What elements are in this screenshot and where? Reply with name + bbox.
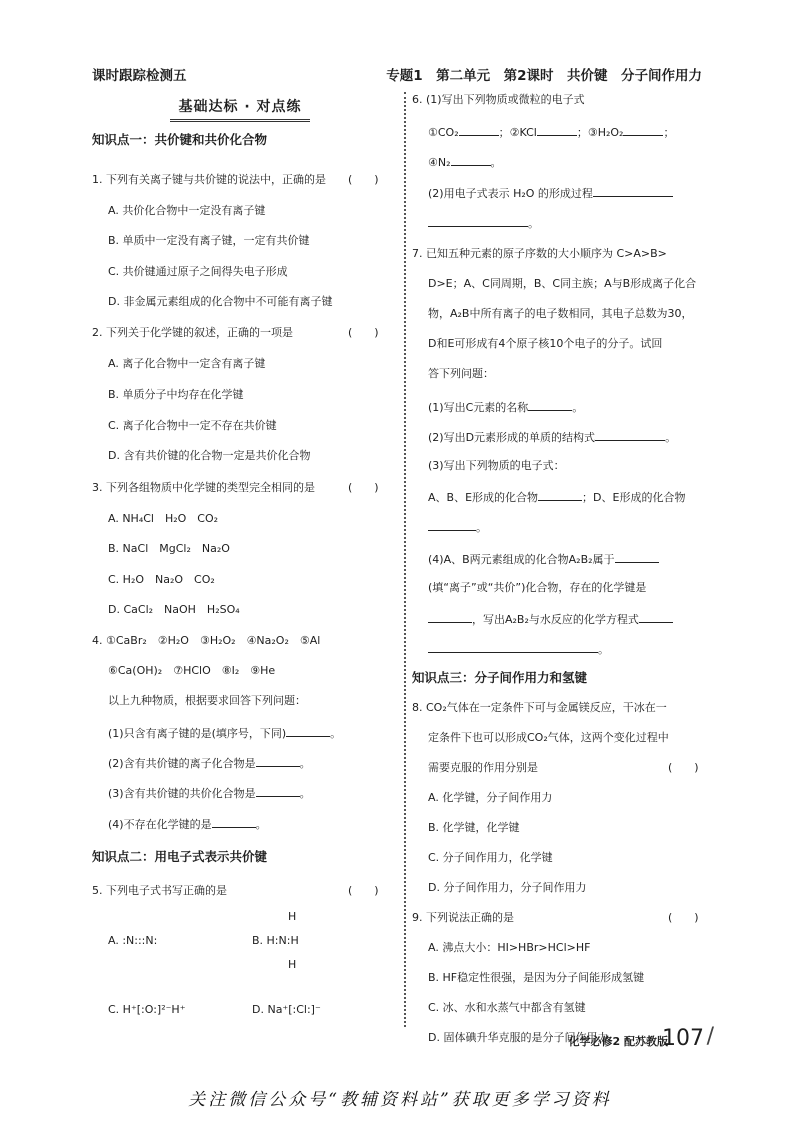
q7-sub1-blank[interactable] [528,398,572,411]
q7-sub4-line3 [428,610,673,628]
q7-sub3b-blank[interactable] [428,518,476,531]
q4-instruction: 以上九种物质，根据要求回答下列问题： [108,694,306,707]
q8-option-a[interactable]: A. 化学键，分子间作用力 [428,791,553,804]
q7-sub3-end: 。 [476,521,487,534]
q7-line2: D>E；A、C同周期，B、C同主族；A与B形成离子化合 [428,277,697,290]
q9-answer-paren[interactable]: ( ) [668,911,699,924]
q7-sub4c-blank[interactable] [639,610,673,623]
q5-stem: 5. 下列电子式书写正确的是 [92,884,227,897]
knowledge-point-3: 知识点三：分子间作用力和氢键 [412,670,588,685]
q7-sub3a: A、B、E形成的化合物 [428,491,539,504]
q3-option-b[interactable]: B. NaCl MgCl₂ Na₂O [108,542,230,555]
q9-option-a[interactable]: A. 沸点大小：HI>HBr>HCl>HF [428,941,591,954]
q7-sub3-items [428,488,685,506]
q6-sub2 [428,184,673,202]
page-number: 107 [662,1026,704,1051]
q3-option-c[interactable]: C. H₂O Na₂O CO₂ [108,573,215,586]
q9-stem: 9. 下列说法正确的是 [412,911,514,924]
q7-sub1-text: (1)写出C元素的名称 [428,401,529,414]
q2-stem: 2. 下列关于化学键的叙述，正确的一项是 [92,326,293,339]
q1-option-d[interactable]: D. 非金属元素组成的化合物中不可能有离子键 [108,295,333,308]
q6-item1: ①CO₂ [428,126,459,139]
column-divider [404,92,406,1027]
q2-option-b[interactable]: B. 单质分子中均存在化学键 [108,388,244,401]
q7-sub3b: ；D、E形成的化合物 [582,491,686,504]
q6-sub2-blank2[interactable] [428,214,528,227]
q4-sub3-blank[interactable] [256,784,300,797]
q7-sub4b-blank[interactable] [428,610,472,623]
q7-sub4-end: 。 [598,643,609,656]
q7-sub3a-blank[interactable] [538,488,582,501]
q8-option-c[interactable]: C. 分子间作用力，化学键 [428,851,553,864]
q2-option-c[interactable]: C. 离子化合物中一定不存在共价键 [108,419,277,432]
q6-sub2-text: (2)用电子式表示 H₂O 的形成过程 [428,187,593,200]
q4-sub3-text: (3)含有共价键的共价化合物是 [108,787,256,800]
q7-sub4a: (4)A、B两元素组成的化合物A₂B₂属于 [428,553,615,566]
q4-sub4-text: (4)不存在化学键的是 [108,818,212,831]
q6-item1-blank[interactable] [459,123,499,136]
q2-option-a[interactable]: A. 离子化合物中一定含有离子键 [108,357,266,370]
knowledge-point-2: 知识点二：用电子式表示共价键 [92,849,268,864]
q5-option-c[interactable]: C. H⁺[:O:]²⁻H⁺ [108,1003,186,1016]
q1-option-c[interactable]: C. 共价键通过原子之间得失电子形成 [108,265,288,278]
q6-item3-blank[interactable] [623,123,663,136]
q6-sub2-end: 。 [528,217,539,230]
q6-sub2-cont [428,214,539,232]
q7-sub4-line1 [428,550,659,568]
q4-sub2-end: 。 [299,757,311,770]
q6-item4-blank[interactable] [451,153,491,166]
q4-substances-line2: ⑥Ca(OH)₂ ⑦HClO ⑧I₂ ⑨He [108,664,276,677]
q7-sub3-cont [428,518,487,536]
q3-answer-paren[interactable]: ( ) [348,481,379,494]
q3-option-a[interactable]: A. NH₄Cl H₂O CO₂ [108,512,219,525]
q5-option-a[interactable]: A. :N:::N: [108,934,158,947]
promo-footer: 关注微信公众号“教辅资料站”获取更多学习资料 [188,1090,612,1110]
q8-option-b[interactable]: B. 化学键，化学键 [428,821,520,834]
q7-sub3: (3)写出下列物质的电子式： [428,459,565,472]
q6-sub2-blank[interactable] [593,184,673,197]
q8-line2: 定条件下也可以形成CO₂气体，这两个变化过程中 [428,731,669,744]
q4-sub3 [108,784,311,802]
q1-option-a[interactable]: A. 共价化合物中一定没有离子键 [108,204,266,217]
q9-option-d[interactable]: D. 固体碘升华克服的是分子间作用力 [428,1031,609,1044]
q4-sub2-text: (2)含有共价键的离子化合物是 [108,757,256,770]
q5-answer-paren[interactable]: ( ) [348,884,379,897]
q4-sub1 [108,724,341,742]
q4-sub2 [108,754,311,772]
section-banner: 基础达标 · 对点练 [170,96,310,122]
q7-sub2-blank[interactable] [595,428,665,441]
q7-sub4-line2: (填“离子”或“共价”)化合物，存在的化学键是 [428,581,647,594]
q6-semicolon: ； [663,126,675,139]
q3-stem: 3. 下列各组物质中化学键的类型完全相同的是 [92,481,315,494]
q9-option-c[interactable]: C. 冰、水和水蒸气中都含有氢键 [428,1001,586,1014]
q7-sub1-end: 。 [572,401,584,414]
q1-option-b[interactable]: B. 单质中一定没有离子键，一定有共价键 [108,234,310,247]
q4-sub4-end: 。 [255,818,267,831]
q1-answer-paren[interactable]: ( ) [348,173,379,186]
q7-sub2-end: 。 [665,431,677,444]
q7-line1: 7. 已知五种元素的原子序数的大小顺序为 C>A>B> [412,247,667,260]
q7-line4: D和E可形成有4个原子核10个电子的分子。试回 [428,337,663,350]
running-header-left: 课时跟踪检测五 [92,68,187,84]
q7-sub1 [428,398,583,416]
q7-sub4a-blank[interactable] [615,550,659,563]
q1-stem: 1. 下列有关离子键与共价键的说法中，正确的是 [92,173,326,186]
q6-item2: ；②KCl [498,126,537,139]
q4-substances-line1: 4. ①CaBr₂ ②H₂O ③H₂O₂ ④Na₂O₂ ⑤Al [92,634,321,647]
q7-sub2 [428,428,676,446]
q5-option-b-bottom: H [288,958,297,971]
book-title: 化学必修2 配苏教版 [568,1035,668,1048]
q7-sub4c: ，写出A₂B₂与水反应的化学方程式 [472,613,639,626]
page-slash: / [706,1024,714,1049]
q4-sub2-blank[interactable] [256,754,300,767]
q2-option-d[interactable]: D. 含有共价键的化合物一定是共价化合物 [108,449,311,462]
q6-items-line1 [428,123,674,141]
q8-line3: 需要克服的作用分别是 [428,761,538,774]
q4-sub1-text: (1)只含有离子键的是(填序号，下同) [108,727,287,740]
q6-item3: ；③H₂O₂ [576,126,624,139]
q8-option-d[interactable]: D. 分子间作用力，分子间作用力 [428,881,587,894]
q6-items-line2 [428,153,502,171]
q9-option-b[interactable]: B. HF稳定性很强，是因为分子间能形成氢键 [428,971,645,984]
q3-option-d[interactable]: D. CaCl₂ NaOH H₂SO₄ [108,603,240,616]
running-header-right: 专题1 第二单元 第2课时 共价键 分子间作用力 [386,68,702,84]
knowledge-point-1: 知识点一：共价键和共价化合物 [92,132,268,147]
q2-answer-paren[interactable]: ( ) [348,326,379,339]
q7-line5: 答下列问题： [428,367,494,380]
q6-item4-end: 。 [490,156,502,169]
q4-sub4-blank[interactable] [212,815,256,828]
q7-sub4-line4 [428,640,609,658]
q7-line3: 物，A₂B中所有离子的电子数相同，其电子总数为30， [428,307,693,320]
q8-answer-paren[interactable]: ( ) [668,761,699,774]
q4-sub1-end: 。 [330,727,342,740]
q4-sub1-blank[interactable] [286,724,330,737]
q6-stem: 6. (1)写出下列物质或微粒的电子式 [412,93,585,106]
q5-option-b-top: H [288,910,297,923]
q4-sub3-end: 。 [299,787,311,800]
q6-item4: ④N₂ [428,156,451,169]
q5-option-d[interactable]: D. Na⁺[:Cl:]⁻ [252,1003,321,1016]
q5-option-b[interactable]: B. H:N:H [252,934,299,947]
q8-line1: 8. CO₂气体在一定条件下可与金属镁反应，干冰在一 [412,701,667,714]
q7-sub4c-blank2[interactable] [428,640,598,653]
q6-item2-blank[interactable] [537,123,577,136]
q4-sub4 [108,815,267,833]
q7-sub2-text: (2)写出D元素形成的单质的结构式 [428,431,596,444]
